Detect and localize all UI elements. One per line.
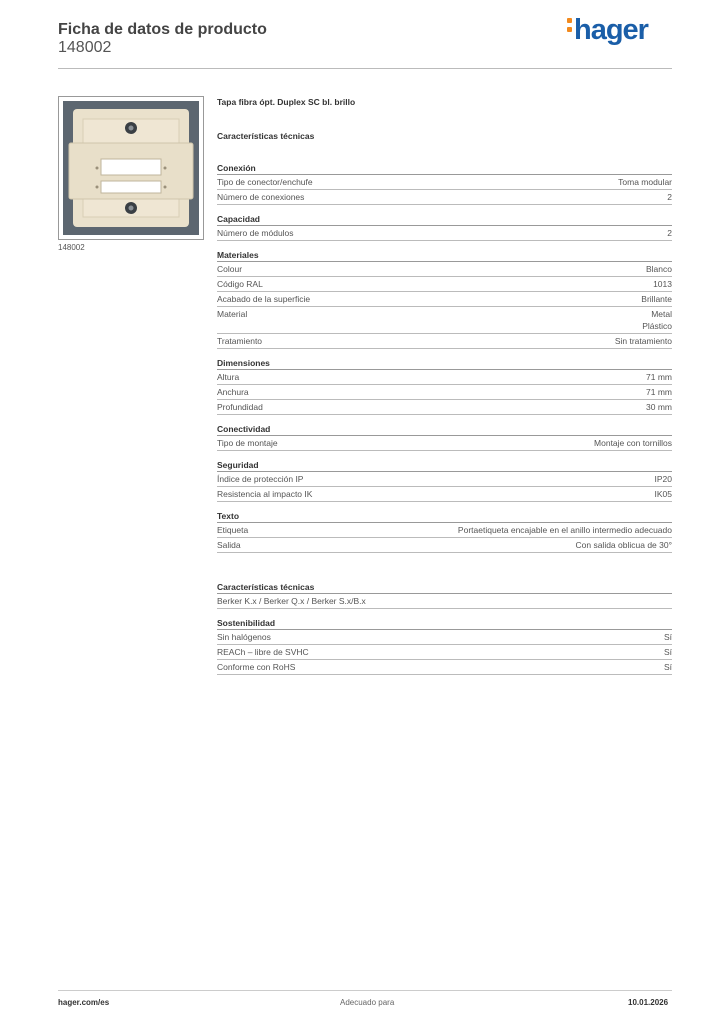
spec-value-line: 2 bbox=[667, 192, 672, 202]
product-name: Tapa fibra ópt. Duplex SC bl. brillo bbox=[217, 97, 356, 107]
section-title: Materiales bbox=[217, 241, 672, 262]
product-number: 148002 bbox=[58, 39, 112, 56]
spec-row bbox=[217, 385, 672, 400]
spec-row bbox=[217, 277, 672, 292]
spec-value bbox=[655, 488, 673, 500]
section-title: Características técnicas bbox=[217, 573, 672, 594]
spec-label: Tipo de conector/enchufe bbox=[217, 177, 313, 187]
spec-value-line: Blanco bbox=[646, 264, 672, 274]
spec-value bbox=[641, 293, 672, 305]
spec-row bbox=[217, 645, 672, 660]
footer-date: 10.01.2026 bbox=[628, 998, 669, 1007]
spec-value bbox=[618, 176, 672, 188]
logo-text: hager bbox=[574, 14, 648, 46]
spec-row bbox=[217, 660, 672, 675]
spec-value bbox=[646, 401, 672, 413]
spec-label: Tratamiento bbox=[217, 336, 263, 346]
spec-label: Conforme con RoHS bbox=[217, 662, 296, 672]
spec-value bbox=[646, 263, 672, 275]
spec-value bbox=[667, 227, 672, 239]
spec-label: Salida bbox=[217, 540, 241, 550]
footer-divider bbox=[58, 990, 672, 991]
header-divider bbox=[58, 68, 672, 69]
spec-row bbox=[217, 630, 672, 645]
spec-row bbox=[217, 262, 672, 277]
spec-row bbox=[217, 370, 672, 385]
spec-label: Código RAL bbox=[217, 279, 263, 289]
spec-label: Resistencia al impacto IK bbox=[217, 489, 313, 499]
spec-value bbox=[664, 661, 672, 673]
spec-value-line: 30 mm bbox=[646, 402, 672, 412]
section-title: Sostenibilidad bbox=[217, 609, 672, 630]
spec-row bbox=[217, 292, 672, 307]
image-caption: 148002 bbox=[58, 243, 85, 252]
section-title: Conectividad bbox=[217, 415, 672, 436]
spec-value-line: Brillante bbox=[641, 294, 672, 304]
spec-value-line: Portaetiqueta encajable en el anillo intermedio adecuado bbox=[457, 525, 672, 535]
footer-suitable-for: Adecuado para bbox=[340, 998, 395, 1007]
spec-label: Material bbox=[217, 309, 248, 319]
spec-row bbox=[217, 307, 672, 334]
spec-value-line: 71 mm bbox=[646, 387, 672, 397]
spec-value-line: Sin tratamiento bbox=[614, 336, 672, 346]
spec-label: Índice de protección IP bbox=[217, 474, 304, 484]
footer-website-link[interactable]: hager.com/es bbox=[58, 998, 110, 1007]
spec-row bbox=[217, 400, 672, 415]
spec-row bbox=[217, 175, 672, 190]
spec-value bbox=[615, 335, 672, 347]
intro-heading: Características técnicas bbox=[217, 131, 315, 141]
spec-row bbox=[217, 436, 672, 451]
spec-value bbox=[667, 191, 672, 203]
spec-value-line: Plástico bbox=[642, 321, 672, 331]
spec-value-line: IP20 bbox=[654, 474, 672, 484]
spec-value bbox=[646, 371, 672, 383]
spec-row bbox=[217, 190, 672, 205]
spec-row bbox=[217, 226, 672, 241]
spec-value bbox=[664, 631, 672, 643]
spec-value-line: Montaje con tornillos bbox=[594, 438, 672, 448]
spec-value-line: Con salida oblicua de 30° bbox=[575, 540, 672, 550]
fiber-optic-cover-icon bbox=[59, 97, 203, 239]
spec-label: Berker K.x / Berker Q.x / Berker S.x/B.x bbox=[217, 596, 366, 606]
product-image[interactable] bbox=[58, 96, 204, 240]
spec-value-line: Metal bbox=[651, 309, 672, 319]
section-title: Dimensiones bbox=[217, 349, 672, 370]
spec-value bbox=[594, 437, 672, 449]
spec-value-line: 1013 bbox=[653, 279, 672, 289]
spec-row bbox=[217, 472, 672, 487]
spec-value bbox=[653, 278, 672, 290]
spec-value-line: Sí bbox=[663, 647, 672, 657]
spec-label: REACh – libre de SVHC bbox=[217, 647, 309, 657]
spec-row bbox=[217, 523, 672, 538]
spec-label: Sin halógenos bbox=[217, 632, 271, 642]
spec-label: Etiqueta bbox=[217, 525, 249, 535]
spec-value bbox=[642, 308, 672, 332]
spec-value bbox=[458, 524, 672, 536]
spec-value bbox=[655, 473, 673, 485]
spec-value-line: Toma modular bbox=[618, 177, 672, 187]
spec-label: Anchura bbox=[217, 387, 249, 397]
spec-value bbox=[664, 646, 672, 658]
section-title: Texto bbox=[217, 502, 672, 523]
section-title: Capacidad bbox=[217, 205, 672, 226]
spec-value-line: 71 mm bbox=[646, 372, 672, 382]
spec-row bbox=[217, 594, 672, 609]
spec-value bbox=[646, 386, 672, 398]
spec-row bbox=[217, 334, 672, 349]
document-title: Ficha de datos de producto bbox=[58, 21, 267, 38]
spec-value-line: 2 bbox=[667, 228, 672, 238]
section-title: Conexión bbox=[217, 154, 672, 175]
spec-row bbox=[217, 487, 672, 502]
section-title: Seguridad bbox=[217, 451, 672, 472]
spec-label: Número de módulos bbox=[217, 228, 294, 238]
spec-label: Tipo de montaje bbox=[217, 438, 278, 448]
spec-value-line: Sí bbox=[663, 662, 672, 672]
spec-value-line: IK05 bbox=[654, 489, 672, 499]
logo-dots-icon bbox=[567, 18, 573, 36]
spec-row bbox=[217, 538, 672, 553]
spec-label: Colour bbox=[217, 264, 243, 274]
spec-value bbox=[576, 539, 673, 551]
hager-logo[interactable] bbox=[567, 14, 648, 47]
spec-label: Número de conexiones bbox=[217, 192, 305, 202]
spec-content bbox=[217, 96, 672, 675]
spec-sections-extra bbox=[217, 573, 672, 675]
spec-label: Altura bbox=[217, 372, 240, 382]
spec-value-line: Sí bbox=[663, 632, 672, 642]
spec-label: Acabado de la superficie bbox=[217, 294, 311, 304]
spec-label: Profundidad bbox=[217, 402, 263, 412]
spec-sections bbox=[217, 154, 672, 553]
